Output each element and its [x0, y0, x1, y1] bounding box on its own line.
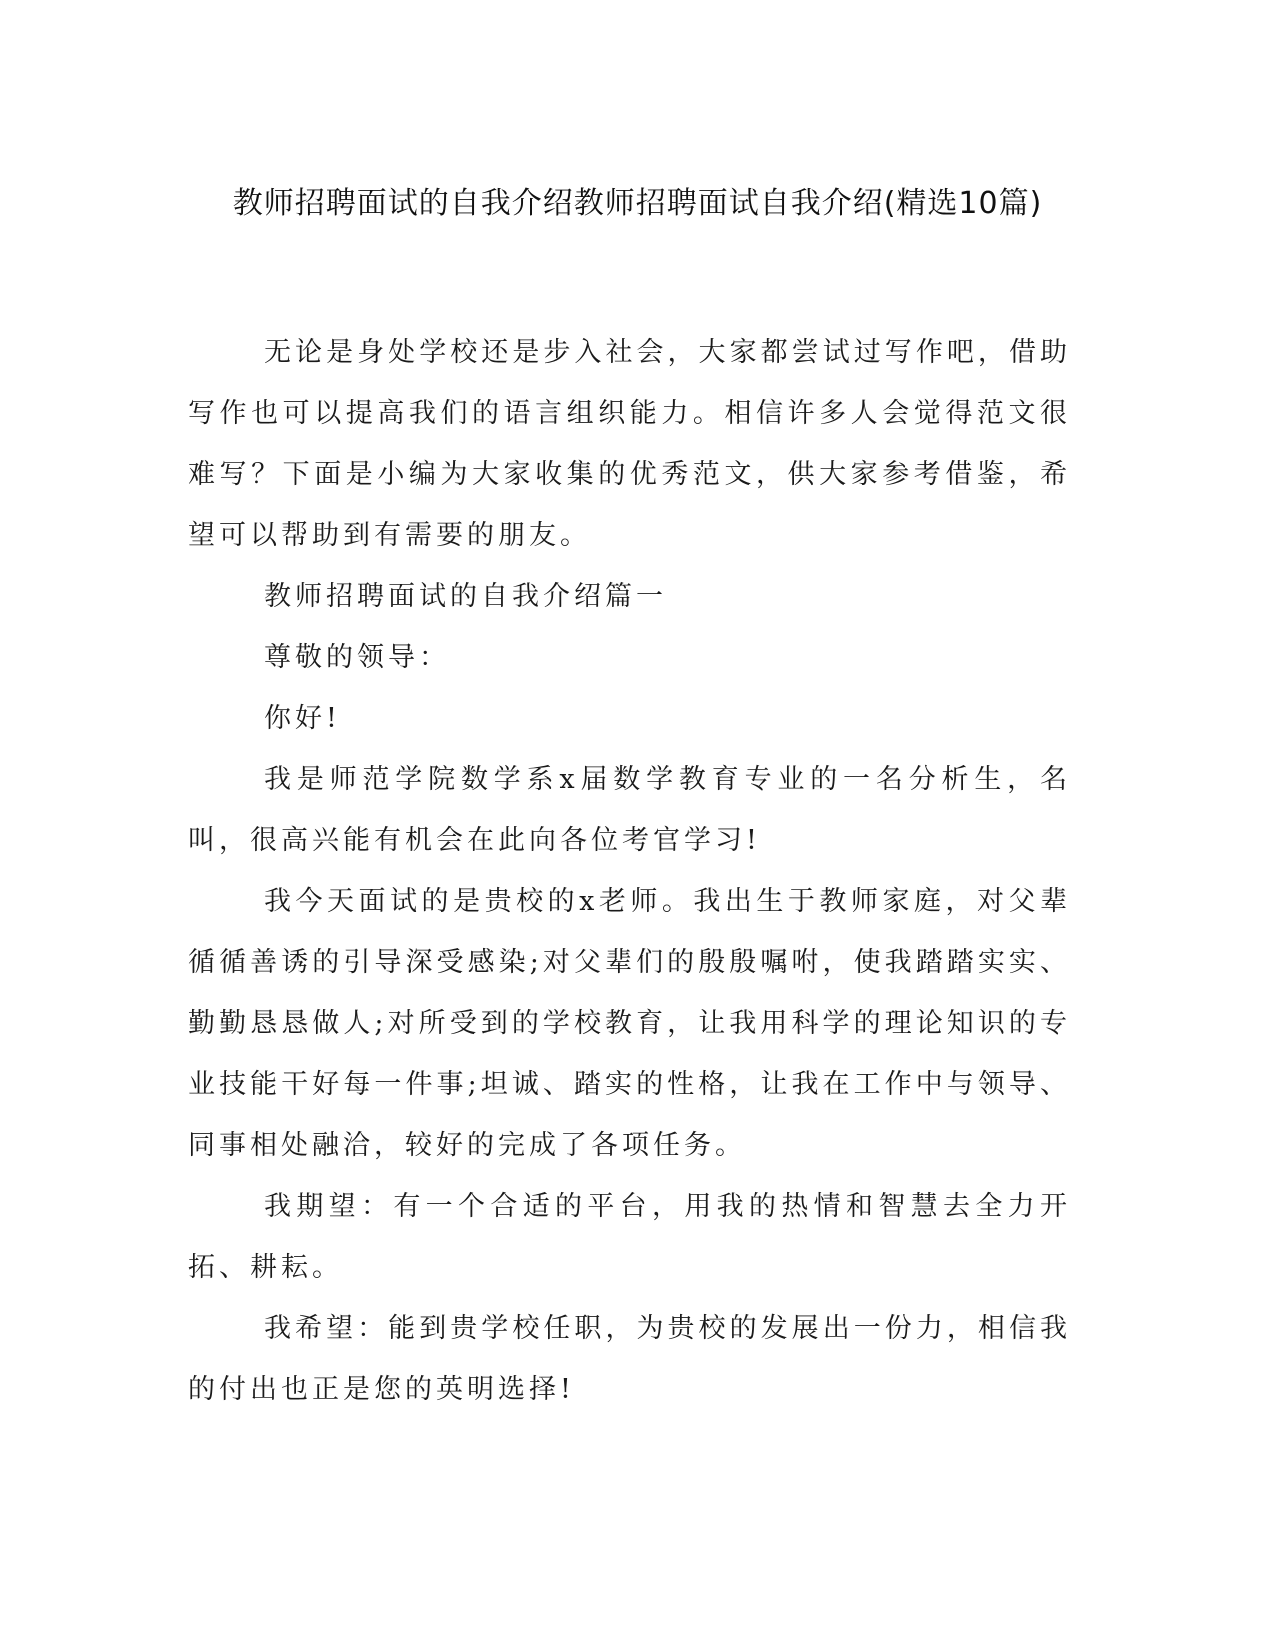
body-paragraph: 我期望：有一个合适的平台，用我的热情和智慧去全力开拓、耕耘。 [188, 1191, 1071, 1283]
body-paragraph: 我今天面试的是贵校的x老师。我出生于教师家庭，对父辈循循善诱的引导深受感染;对父辈们的殷殷嘱咐，使我踏踏实实、勤勤恳恳做人;对所受到的学校教育，让我用科学的理论知识的专业技能干好每一件事;坦诚、踏实的性格，让我在工作中与领导、同事相处融洽，较好的完成了各项任务。 [188, 886, 1071, 1161]
document-body [188, 322, 1071, 1420]
body-paragraph: 我是师范学院数学系x届数学教育专业的一名分析生，名叫，很高兴能有机会在此向各位考官学习! [188, 764, 1071, 856]
document-title: 教师招聘面试的自我介绍教师招聘面试自我介绍(精选10篇) [232, 186, 1043, 221]
salutation: 尊敬的领导： [264, 642, 450, 673]
body-paragraph: 我希望：能到贵学校任职，为贵校的发展出一份力，相信我的付出也正是您的英明选择! [188, 1313, 1071, 1405]
intro-paragraph: 无论是身处学校还是步入社会，大家都尝试过写作吧，借助写作也可以提高我们的语言组织能力。相信许多人会觉得范文很难写？下面是小编为大家收集的优秀范文，供大家参考借鉴，希望可以帮助到有需要的朋友。 [188, 337, 1071, 551]
section-heading: 教师招聘面试的自我介绍篇一 [264, 581, 667, 612]
greeting: 你好! [264, 703, 341, 734]
